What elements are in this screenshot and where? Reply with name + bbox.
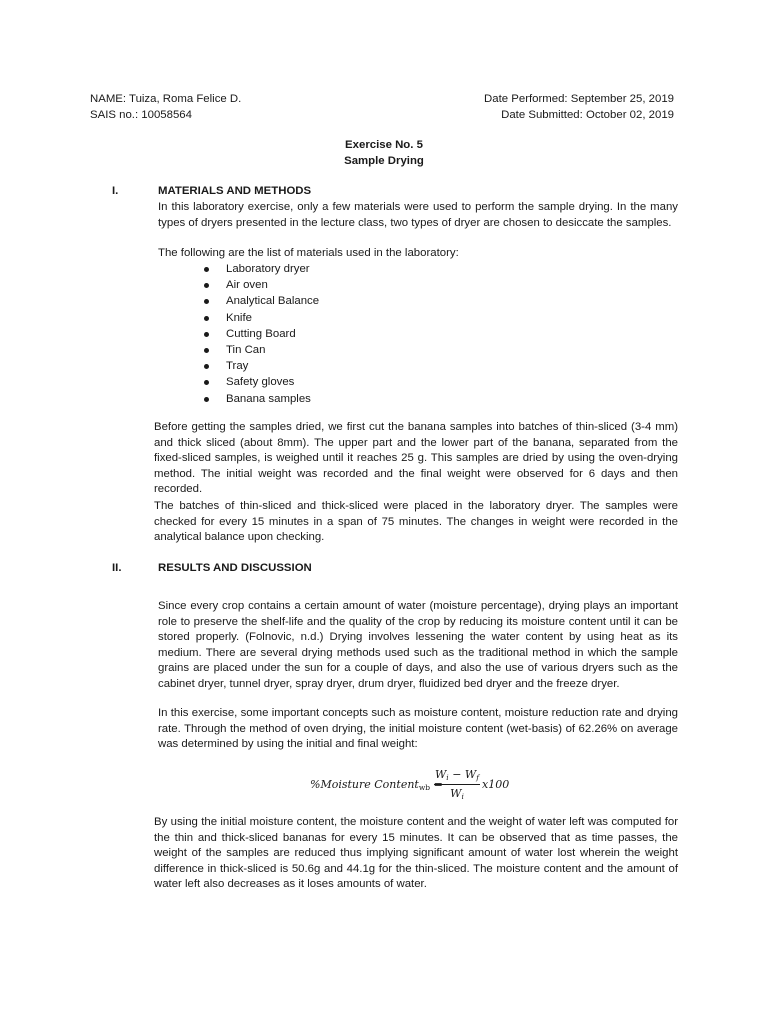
section-2-heading: RESULTS AND DISCUSSION — [158, 562, 312, 574]
section-1-number: I. — [112, 185, 119, 197]
bullet-icon — [204, 397, 209, 402]
fraction-bar — [434, 784, 480, 785]
student-name: NAME: Tuiza, Roma Felice D. — [90, 93, 242, 105]
section-1-intro: In this laboratory exercise, only a few materials were used to perform the sample drying. In the many types of dryers presented in the lecture class, two types of dryer are chosen to desiccate the samples. — [158, 201, 678, 229]
bullet-icon — [204, 380, 209, 385]
bullet-icon — [204, 283, 209, 288]
formula-denominator: $W_i$ — [450, 787, 464, 801]
formula-numerator: $W_i - W_f$ — [434, 768, 480, 782]
sais-number: SAIS no.: 10058564 — [90, 109, 192, 121]
formula-lhs: %Moisture Content$_{wb}$ — [310, 778, 431, 792]
bullet-icon — [204, 348, 209, 353]
section-2-paragraph-3: By using the initial moisture content, the moisture content and the weight of water left was computed for the thin and thick-sliced bananas for every 15 minutes. It can be observed that as time passes, the weight of the samples are reduced thus implying significant amount of water lost wherein the weight difference in thick-sliced is 50.6g and 44.1g for the thin-sliced. The moisture content and the amount of water left also decreases as it loses amounts of water. — [154, 816, 678, 891]
list-item: Laboratory dryer — [204, 261, 319, 277]
section-2-paragraph-2: In this exercise, some important concepts such as moisture content, moisture reduction rate and drying rate. Through the method of oven drying, the initial moisture content (wet-basis) of 62.26% on average was determined by using the initial and final weight: — [158, 707, 678, 751]
date-submitted: Date Submitted: October 02, 2019 — [501, 109, 674, 121]
section-1-paragraph-2: Before getting the samples dried, we first cut the banana samples into batches of thin-sliced (3-4 mm) and thick sliced (about 8mm). The upper part and the lower part of the banana, separated from the fixed-sliced samples, is weighed until it reaches 25 g. This samples are dried by using the oven-drying method. The initial weight was recorded and the final weight were observed for 6 days and then recorded. — [154, 421, 678, 496]
exercise-number: Exercise No. 5 — [345, 139, 423, 151]
list-item: Tray — [204, 358, 319, 374]
bullet-icon — [204, 316, 209, 321]
list-item: Analytical Balance — [204, 293, 319, 309]
section-1-heading: MATERIALS AND METHODS — [158, 185, 312, 197]
materials-list — [204, 261, 319, 407]
list-item: Air oven — [204, 277, 319, 293]
formula-multiplier: x100 — [482, 778, 510, 791]
section-2-number: II. — [112, 562, 122, 574]
bullet-icon — [204, 332, 209, 337]
section-1-paragraph-3: The batches of thin-sliced and thick-sliced were placed in the laboratory dryer. The samples were checked for every 15 minutes in a span of 75 minutes. The changes in weight were recorded in the analytical balance upon checking. — [154, 500, 678, 544]
list-item: Cutting Board — [204, 326, 319, 342]
list-item: Tin Can — [204, 342, 319, 358]
bullet-icon — [204, 267, 209, 272]
formula-fraction — [434, 768, 480, 801]
section-2-paragraph-1: Since every crop contains a certain amount of water (moisture percentage), drying plays an important role to preserve the shelf-life and the quality of the crop by reducing its moisture content until it can be stored properly. (Folnovic, n.d.) Drying involves lessening the water content by using heat as its medium. There are several drying methods used such as the traditional method in which the sample grains are placed under the sun for a couple of days, and also the use of various dryers such as the cabinet dryer, tunnel dryer, spray dryer, drum dryer, fluidized bed dryer and the freeze dryer. — [158, 600, 678, 690]
moisture-content-formula — [310, 768, 520, 802]
bullet-icon — [204, 299, 209, 304]
list-item: Knife — [204, 310, 319, 326]
bullet-icon — [204, 364, 209, 369]
date-performed: Date Performed: September 25, 2019 — [484, 93, 674, 105]
exercise-subject: Sample Drying — [344, 155, 424, 167]
list-item: Banana samples — [204, 391, 319, 407]
materials-list-intro: The following are the list of materials used in the laboratory: — [158, 247, 459, 259]
list-item: Safety gloves — [204, 374, 319, 390]
